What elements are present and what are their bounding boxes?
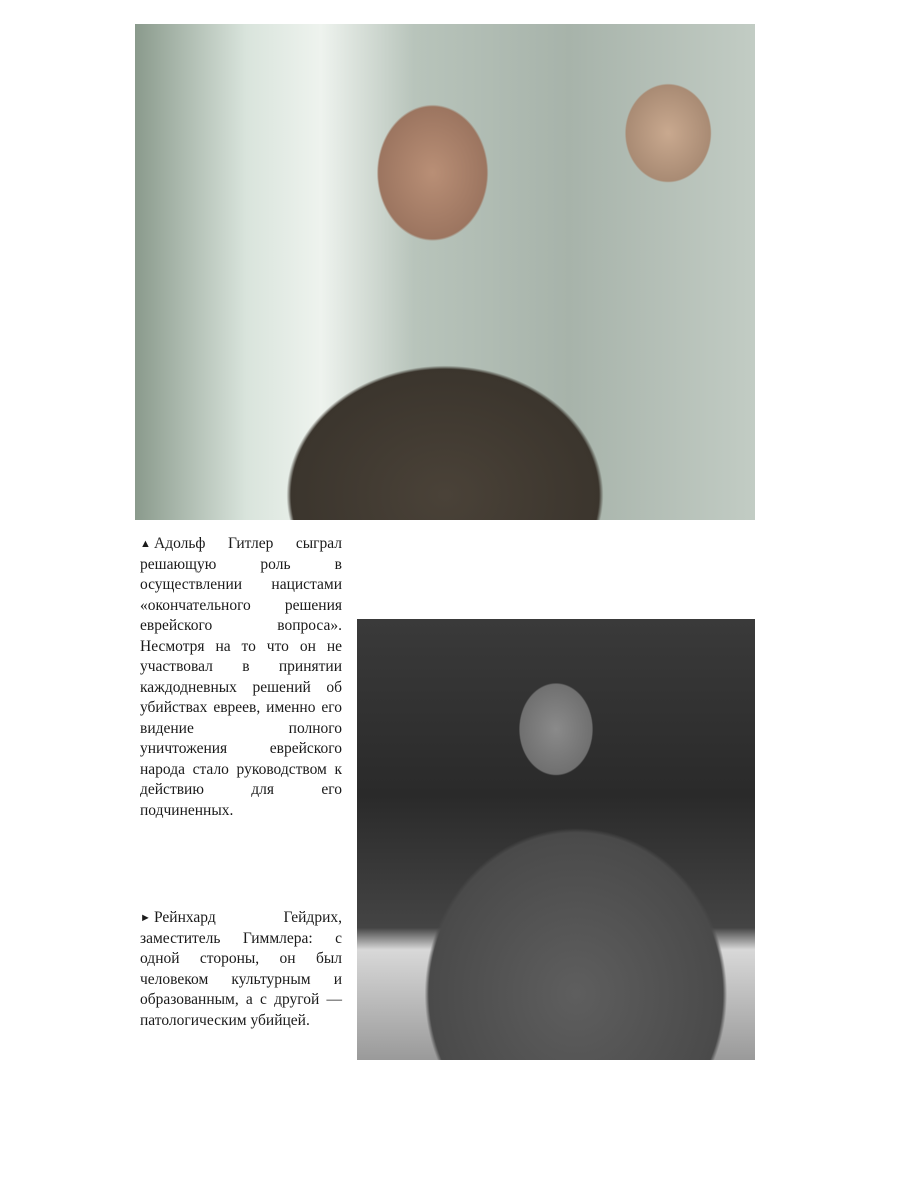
triangle-right-icon: ►	[140, 912, 151, 924]
caption-bottom	[140, 908, 342, 1031]
caption-bottom-text: Рейнхард Гейдрих, заместитель Гиммлера: с одной стороны, он был человеком культурным и образованным, а с другой — патологическим убийцей.	[140, 909, 342, 1029]
caption-top	[140, 534, 342, 821]
photo-bottom	[357, 619, 755, 1060]
triangle-up-icon: ▲	[140, 538, 151, 550]
photo-top	[135, 24, 755, 520]
caption-top-text: Адольф Гитлер сыграл решающую роль в осуществлении нацистами «окончательного решения еврейского вопроса». Несмотря на то что он не участвовал в принятии каждодневных решений об убийствах евреев, именно его видение полного уничтожения еврейского народа стало руководством к действию для его подчиненных.	[140, 535, 342, 819]
